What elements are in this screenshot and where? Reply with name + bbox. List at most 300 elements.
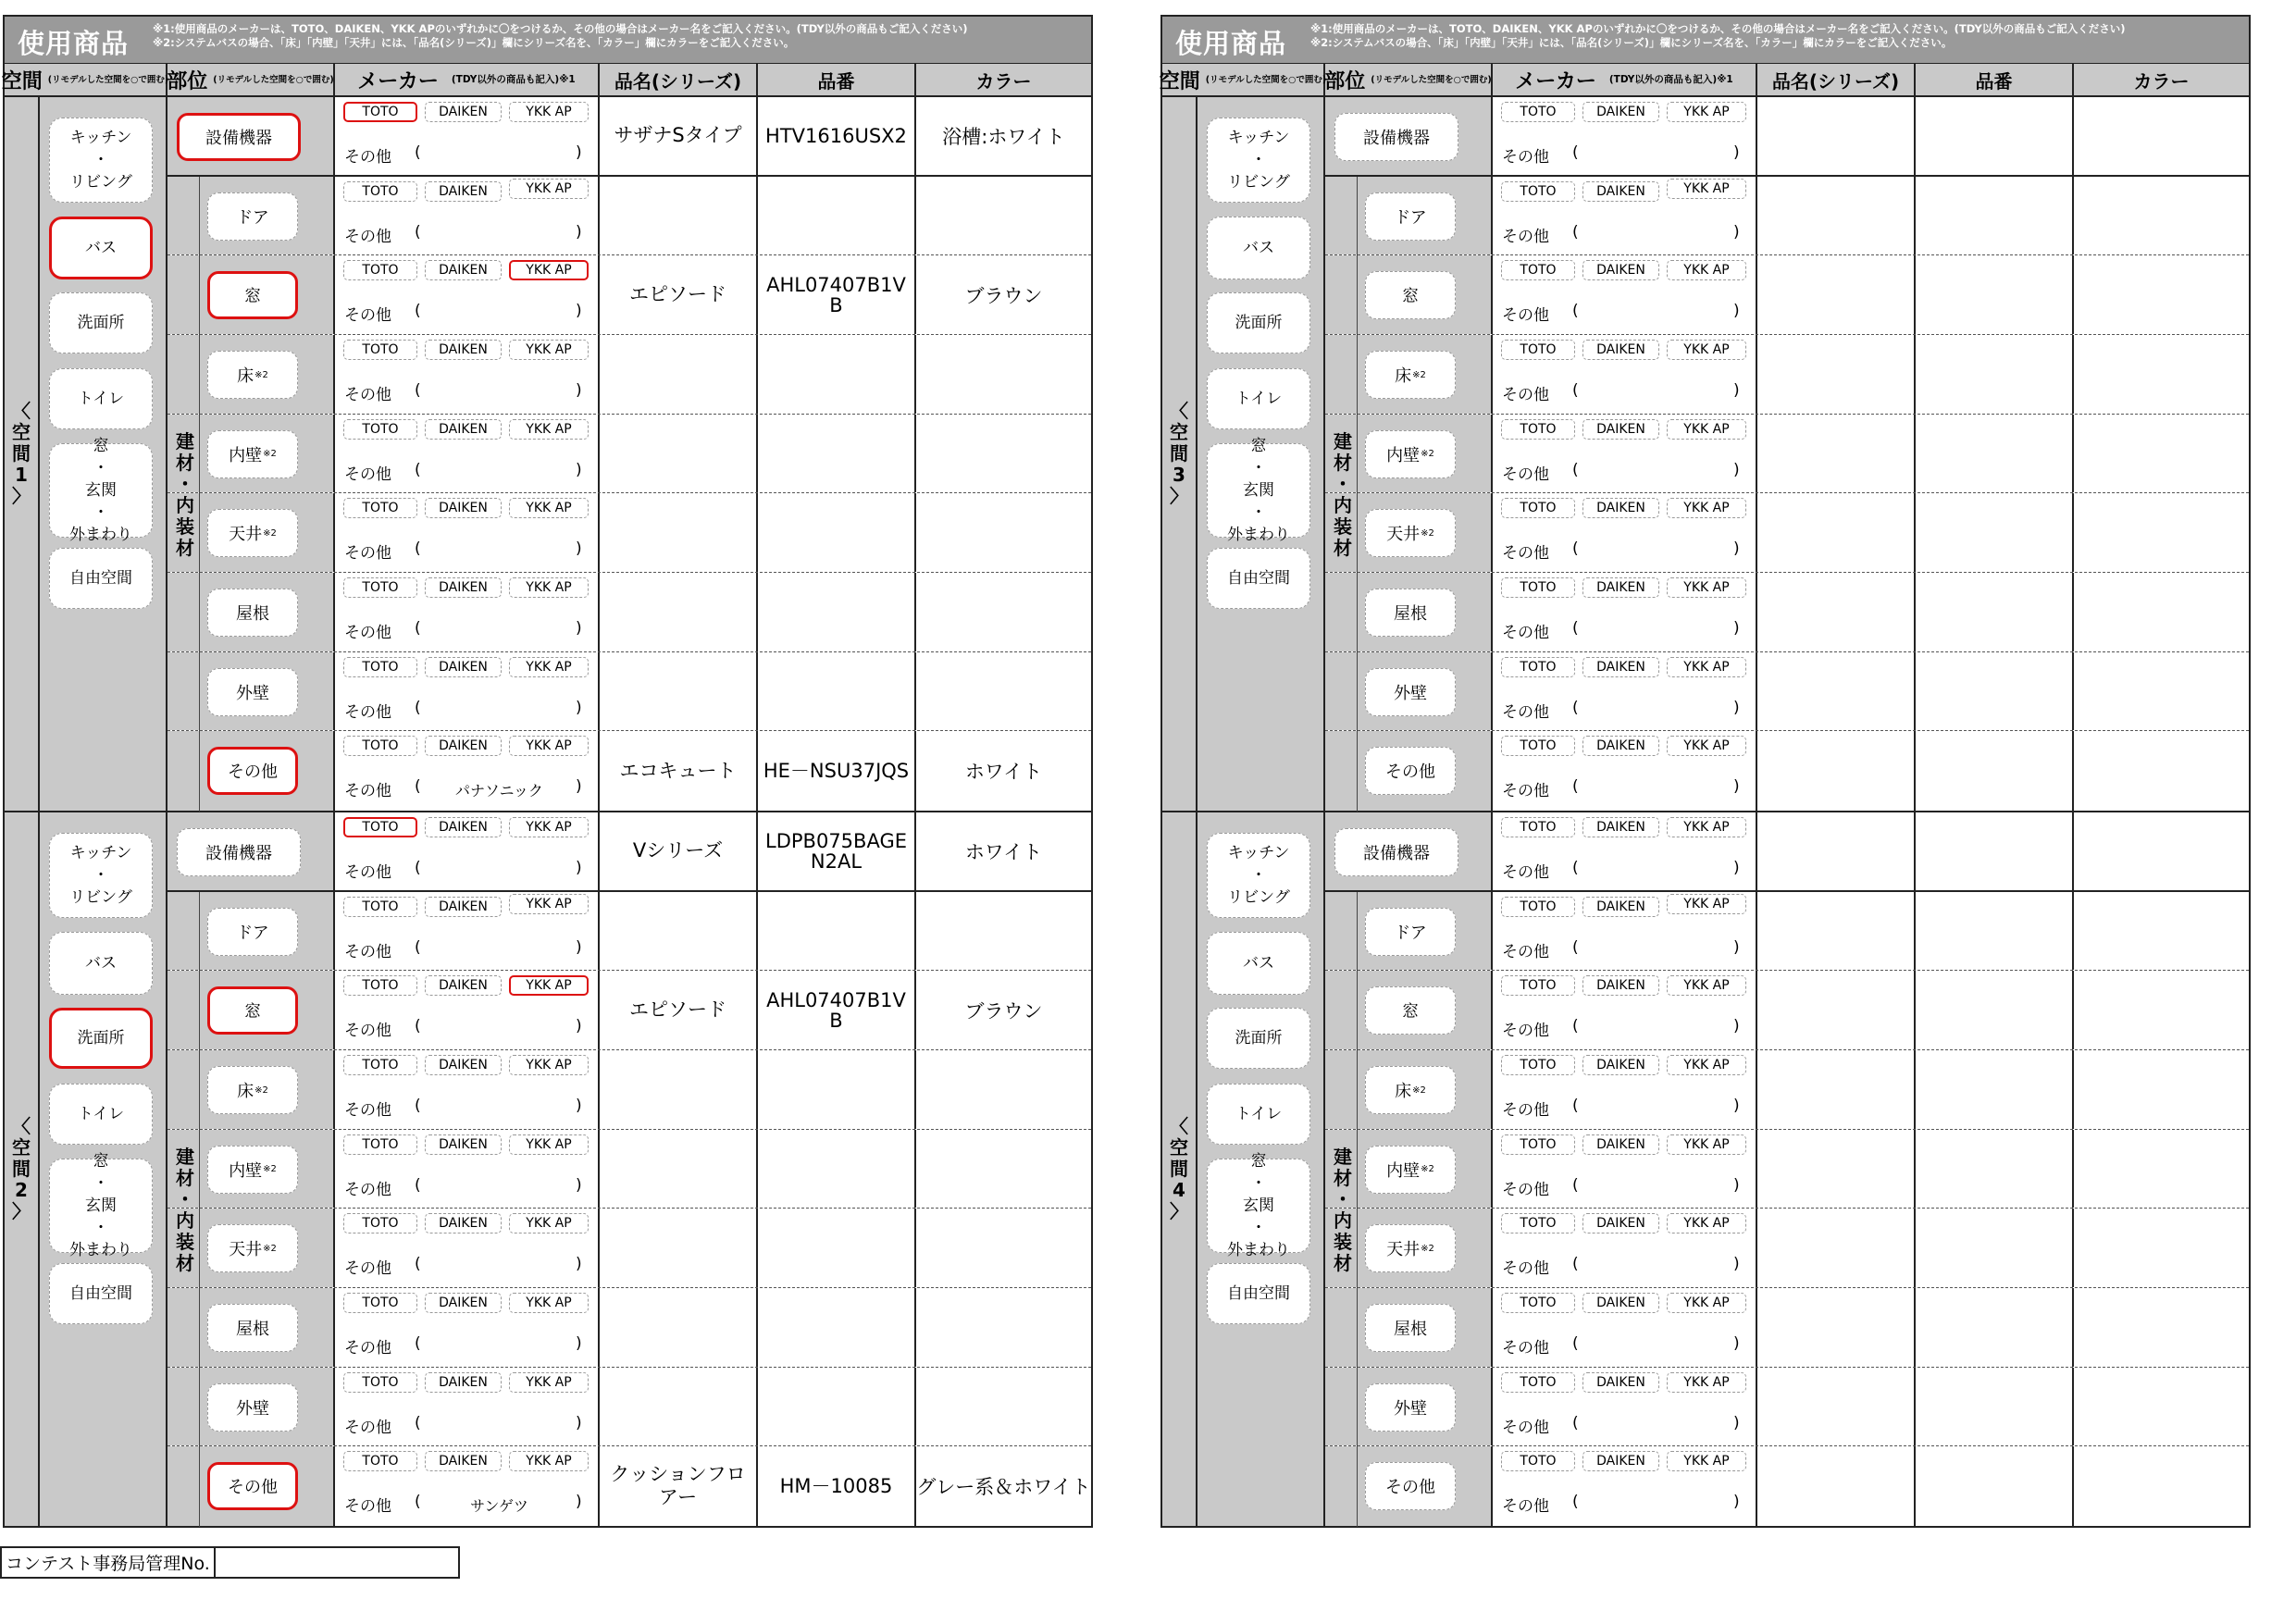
part-option[interactable] [207, 1224, 298, 1272]
maker-option-daiken[interactable]: DAIKEN [1582, 657, 1659, 677]
product-name-cell[interactable]: クッションフロアー [600, 1446, 758, 1526]
table-row [1325, 731, 2249, 811]
maker-option-daiken[interactable]: DAIKEN [1582, 1055, 1659, 1075]
maker-option-daiken[interactable]: DAIKEN [425, 817, 502, 837]
maker-option-toto[interactable]: TOTO [1501, 736, 1575, 756]
part-option[interactable] [1365, 271, 1456, 319]
maker-option-ykk[interactable]: YKK AP [509, 1134, 589, 1155]
maker-option-toto[interactable]: TOTO [1501, 897, 1575, 917]
color-cell[interactable] [2074, 892, 2249, 971]
part-number-cell[interactable] [758, 493, 916, 572]
maker-option-toto[interactable]: TOTO [343, 1293, 417, 1313]
part-option[interactable] [207, 430, 298, 478]
maker-option-ykk[interactable]: YKK AP [509, 419, 589, 440]
maker-option-daiken[interactable]: DAIKEN [425, 1451, 502, 1471]
color-cell[interactable] [2074, 573, 2249, 651]
part-cell [168, 652, 335, 731]
maker-other-label: その他 [344, 227, 391, 246]
part-option[interactable] [1365, 351, 1456, 399]
maker-option-daiken[interactable]: DAIKEN [425, 1372, 502, 1393]
color-cell[interactable] [2074, 1050, 2249, 1129]
maker-option-daiken[interactable]: DAIKEN [425, 577, 502, 598]
product-name-cell[interactable] [1757, 335, 1916, 414]
maker-option-ykk[interactable]: YKK AP [509, 179, 589, 199]
color-cell[interactable]: グレー系＆ホワイト [916, 1476, 1091, 1499]
maker-option-daiken[interactable]: DAIKEN [1582, 897, 1659, 917]
maker-option-toto[interactable]: TOTO [343, 498, 417, 518]
color-cell[interactable] [916, 652, 1091, 731]
part-number-cell[interactable] [758, 1050, 916, 1129]
header-maker-label: メーカー [357, 69, 439, 93]
part-option[interactable] [207, 908, 298, 956]
maker-option-ykk[interactable]: YKK AP [509, 577, 589, 598]
maker-option-ykk[interactable]: YKK AP [509, 1213, 589, 1233]
maker-option-toto[interactable]: TOTO [343, 577, 417, 598]
part-number-cell[interactable] [1916, 1209, 2074, 1287]
room-option[interactable]: バス [1207, 932, 1310, 995]
part-number-cell[interactable] [758, 652, 916, 731]
part-option[interactable] [1365, 430, 1456, 478]
part-number-cell[interactable] [758, 1368, 916, 1446]
table-row [168, 971, 1091, 1050]
color-cell[interactable] [2074, 731, 2249, 811]
header-maker [335, 64, 600, 95]
maker-option-daiken[interactable]: DAIKEN [1582, 736, 1659, 756]
maker-option-ykk[interactable]: YKK AP [1667, 1293, 1746, 1313]
room-option[interactable]: 窓 ・ 玄関 ・ 外まわり [49, 443, 153, 538]
room-option[interactable]: トイレ [1207, 1084, 1310, 1145]
color-cell[interactable]: ホワイト [964, 840, 1043, 863]
product-name-cell[interactable] [1757, 97, 1916, 175]
product-name-cell[interactable] [1757, 1288, 1916, 1367]
product-name-cell[interactable]: Vシリーズ [600, 812, 758, 890]
part-number-cell[interactable] [1916, 971, 2074, 1049]
part-number-cell[interactable] [1916, 892, 2074, 971]
product-name-cell[interactable]: サザナSタイプ [600, 97, 758, 175]
maker-option-ykk[interactable]: YKK AP [1667, 657, 1746, 677]
part-option[interactable] [1365, 1146, 1456, 1194]
part-number-cell[interactable] [1916, 652, 2074, 731]
maker-other-label: その他 [344, 863, 391, 882]
color-cell[interactable] [916, 1209, 1091, 1287]
maker-option-toto[interactable]: TOTO [343, 817, 417, 837]
maker-option-daiken[interactable]: DAIKEN [1582, 260, 1659, 280]
room-option[interactable]: 自由空間 [49, 1263, 153, 1324]
room-option[interactable]: トイレ [1207, 368, 1310, 429]
part-option[interactable] [1365, 668, 1456, 716]
product-name-cell[interactable] [600, 1368, 758, 1446]
part-number-cell[interactable] [758, 1130, 916, 1209]
maker-option-ykk[interactable]: YKK AP [1667, 736, 1746, 756]
room-option[interactable]: バス [1207, 217, 1310, 279]
part-number-cell[interactable] [758, 1288, 916, 1367]
product-name-cell[interactable] [1757, 1050, 1916, 1129]
maker-option-ykk[interactable]: YKK AP [1667, 975, 1746, 996]
maker-option-ykk[interactable]: YKK AP [1667, 817, 1746, 837]
color-cell[interactable] [916, 892, 1091, 971]
maker-option-toto[interactable]: TOTO [1501, 1055, 1575, 1075]
notes [153, 22, 968, 50]
maker-option-toto[interactable]: TOTO [1501, 1372, 1575, 1393]
part-option[interactable] [1365, 1304, 1456, 1352]
product-name-cell[interactable]: エコキュート [600, 731, 758, 811]
color-cell[interactable] [2074, 1209, 2249, 1287]
maker-option-daiken[interactable]: DAIKEN [1582, 1213, 1659, 1233]
room-option[interactable]: キッチン ・ リビング [1207, 118, 1310, 203]
product-name-cell[interactable] [600, 652, 758, 731]
color-cell[interactable] [916, 1050, 1091, 1129]
maker-option-ykk[interactable]: YKK AP [1667, 340, 1746, 360]
maker-option-ykk[interactable]: YKK AP [509, 260, 589, 280]
product-name-cell[interactable] [600, 1288, 758, 1367]
subgroup-divider [1357, 892, 1358, 972]
space-label: 〈 空 間 1 〉 [12, 400, 31, 507]
maker-option-daiken[interactable]: DAIKEN [1582, 498, 1659, 518]
part-option[interactable] [207, 192, 298, 241]
maker-option-ykk[interactable]: YKK AP [1667, 260, 1746, 280]
maker-option-toto[interactable]: TOTO [343, 975, 417, 996]
color-cell[interactable] [916, 1130, 1091, 1209]
paren-close: ) [576, 1175, 582, 1195]
maker-option-daiken[interactable]: DAIKEN [425, 1213, 502, 1233]
maker-option-ykk[interactable]: YKK AP [1667, 577, 1746, 598]
product-name-cell[interactable] [1757, 1130, 1916, 1209]
maker-option-ykk[interactable]: YKK AP [509, 102, 589, 122]
part-number-cell[interactable]: AHL07407B1VB [758, 255, 916, 334]
color-cell[interactable] [916, 1368, 1091, 1446]
part-option[interactable] [207, 747, 298, 795]
part-cell [1325, 1288, 1493, 1367]
product-name-cell[interactable] [1757, 1368, 1916, 1446]
maker-option-daiken[interactable]: DAIKEN [425, 498, 502, 518]
maker-option-ykk[interactable]: YKK AP [1667, 1372, 1746, 1393]
color-cell[interactable]: ブラウン [964, 999, 1043, 1023]
room-option[interactable]: 洗面所 [1207, 1008, 1310, 1069]
part-number-cell[interactable] [758, 1209, 916, 1287]
room-option[interactable]: 窓 ・ 玄関 ・ 外まわり [1207, 1159, 1310, 1253]
maker-option-ykk[interactable]: YKK AP [1667, 419, 1746, 440]
maker-option-daiken[interactable]: DAIKEN [425, 102, 502, 122]
header-space-note: (リモデルした空間を○で囲む) [47, 74, 169, 85]
part-option[interactable] [207, 351, 298, 399]
part-option[interactable] [1365, 1066, 1456, 1114]
part-number-cell[interactable] [1916, 1288, 2074, 1367]
part-option[interactable] [1365, 747, 1456, 795]
maker-option-daiken[interactable]: DAIKEN [1582, 340, 1659, 360]
part-option[interactable] [1334, 828, 1458, 876]
color-cell[interactable] [916, 335, 1091, 414]
maker-option-daiken[interactable]: DAIKEN [1582, 419, 1659, 440]
maker-option-daiken[interactable]: DAIKEN [1582, 975, 1659, 996]
part-number-cell[interactable] [1916, 415, 2074, 493]
part-number-cell[interactable] [758, 892, 916, 971]
product-name-cell[interactable] [1757, 255, 1916, 334]
part-number-cell[interactable] [1916, 1130, 2074, 1209]
color-cell[interactable] [2074, 415, 2249, 493]
part-number-cell[interactable] [758, 415, 916, 493]
maker-option-toto[interactable]: TOTO [1501, 419, 1575, 440]
maker-option-ykk[interactable]: YKK AP [509, 498, 589, 518]
maker-option-toto[interactable]: TOTO [343, 897, 417, 917]
color-cell[interactable] [916, 1288, 1091, 1367]
maker-option-toto[interactable]: TOTO [343, 340, 417, 360]
maker-option-toto[interactable]: TOTO [1501, 577, 1575, 598]
part-number-cell[interactable] [1916, 1368, 2074, 1446]
product-name-cell[interactable] [1757, 971, 1916, 1049]
maker-option-daiken[interactable]: DAIKEN [425, 260, 502, 280]
product-name-cell[interactable] [1757, 573, 1916, 651]
maker-other-label: その他 [1502, 1259, 1549, 1279]
maker-option-toto[interactable]: TOTO [343, 657, 417, 677]
maker-option-daiken[interactable]: DAIKEN [1582, 1134, 1659, 1155]
room-option[interactable]: 窓 ・ 玄関 ・ 外まわり [1207, 443, 1310, 538]
product-name-cell[interactable] [1757, 731, 1916, 811]
maker-option-daiken[interactable]: DAIKEN [1582, 817, 1659, 837]
maker-option-ykk[interactable]: YKK AP [1667, 1213, 1746, 1233]
product-name-cell[interactable] [1757, 892, 1916, 971]
maker-option-daiken[interactable]: DAIKEN [1582, 1293, 1659, 1313]
product-name-cell[interactable] [1757, 415, 1916, 493]
color-cell[interactable] [2074, 1368, 2249, 1446]
maker-option-daiken[interactable]: DAIKEN [1582, 1372, 1659, 1393]
part-option[interactable] [1365, 589, 1456, 637]
maker-cell [1493, 255, 1757, 334]
room-option[interactable]: 窓 ・ 玄関 ・ 外まわり [49, 1159, 153, 1253]
part-option[interactable] [1365, 192, 1456, 241]
part-option[interactable] [1365, 1224, 1456, 1272]
maker-option-daiken[interactable]: DAIKEN [425, 975, 502, 996]
part-number-cell[interactable] [1916, 731, 2074, 811]
part-option[interactable] [177, 113, 301, 161]
color-cell[interactable] [916, 493, 1091, 572]
maker-option-toto[interactable]: TOTO [1501, 657, 1575, 677]
part-option[interactable] [207, 271, 298, 319]
maker-option-ykk[interactable]: YKK AP [1667, 1451, 1746, 1471]
maker-option-daiken[interactable]: DAIKEN [425, 657, 502, 677]
product-name-cell[interactable]: エピソード [600, 255, 758, 334]
maker-option-ykk[interactable]: YKK AP [1667, 498, 1746, 518]
maker-option-ykk[interactable]: YKK AP [509, 1372, 589, 1393]
maker-option-ykk[interactable]: YKK AP [1667, 1055, 1746, 1075]
header-maker-note [452, 75, 576, 85]
maker-option-toto[interactable]: TOTO [1501, 181, 1575, 202]
part-number-cell[interactable]: AHL07407B1VB [758, 971, 916, 1049]
maker-option-toto[interactable]: TOTO [343, 736, 417, 756]
product-name-cell[interactable] [600, 415, 758, 493]
subgroup-divider [1357, 255, 1358, 335]
maker-option-toto[interactable]: TOTO [343, 181, 417, 202]
product-name-cell[interactable] [600, 177, 758, 255]
color-cell[interactable] [2074, 335, 2249, 414]
room-option[interactable]: キッチン ・ リビング [1207, 833, 1310, 918]
maker-option-daiken[interactable]: DAIKEN [425, 181, 502, 202]
product-name-cell[interactable] [1757, 652, 1916, 731]
maker-option-toto[interactable]: TOTO [343, 1213, 417, 1233]
product-name-cell[interactable] [600, 1050, 758, 1129]
part-number-cell[interactable]: HTV1616USX2 [758, 97, 916, 175]
part-option[interactable] [207, 589, 298, 637]
part-option[interactable] [1365, 509, 1456, 557]
maker-option-daiken[interactable]: DAIKEN [425, 1293, 502, 1313]
maker-option-toto[interactable]: TOTO [343, 1134, 417, 1155]
part-number-cell[interactable] [1916, 1446, 2074, 1526]
color-cell[interactable] [2074, 177, 2249, 255]
part-number-cell[interactable] [1916, 493, 2074, 572]
maker-option-toto[interactable]: TOTO [343, 1451, 417, 1471]
maker-option-daiken[interactable]: DAIKEN [1582, 181, 1659, 202]
room-option[interactable]: トイレ [49, 368, 153, 429]
color-cell[interactable] [916, 573, 1091, 651]
color-cell[interactable] [916, 415, 1091, 493]
maker-option-ykk[interactable]: YKK AP [1667, 102, 1746, 122]
maker-option-ykk[interactable]: YKK AP [509, 894, 589, 914]
maker-option-toto[interactable]: TOTO [343, 1055, 417, 1075]
part-option[interactable] [207, 986, 298, 1035]
room-option[interactable]: 自由空間 [1207, 548, 1310, 609]
part-option[interactable] [207, 1383, 298, 1432]
maker-option-daiken[interactable]: DAIKEN [425, 419, 502, 440]
maker-option-daiken[interactable]: DAIKEN [425, 1134, 502, 1155]
maker-option-toto[interactable]: TOTO [1501, 817, 1575, 837]
room-option[interactable]: 洗面所 [1207, 292, 1310, 353]
maker-option-toto[interactable]: TOTO [1501, 102, 1575, 122]
maker-option-ykk[interactable]: YKK AP [509, 340, 589, 360]
part-option[interactable] [1334, 113, 1458, 161]
room-option[interactable]: トイレ [49, 1084, 153, 1145]
product-name-cell[interactable] [1757, 177, 1916, 255]
maker-option-toto[interactable]: TOTO [343, 419, 417, 440]
maker-option-daiken[interactable]: DAIKEN [1582, 1451, 1659, 1471]
part-option[interactable] [1365, 908, 1456, 956]
color-cell[interactable]: ブラウン [964, 284, 1043, 307]
maker-option-ykk[interactable]: YKK AP [1667, 1134, 1746, 1155]
maker-cell [1493, 1050, 1757, 1129]
maker-option-ykk[interactable]: YKK AP [1667, 179, 1746, 199]
maker-option-toto[interactable]: TOTO [1501, 498, 1575, 518]
product-name-cell[interactable] [600, 335, 758, 414]
product-name-cell[interactable] [1757, 493, 1916, 572]
product-name-cell[interactable] [1757, 1209, 1916, 1287]
part-option[interactable] [207, 1146, 298, 1194]
maker-option-toto[interactable]: TOTO [343, 102, 417, 122]
part-number-cell[interactable] [1916, 177, 2074, 255]
room-option[interactable]: 洗面所 [49, 1008, 153, 1069]
product-name-cell[interactable] [600, 892, 758, 971]
table-row [168, 812, 1091, 892]
product-name-cell[interactable] [600, 493, 758, 572]
color-cell[interactable] [2074, 1446, 2249, 1526]
color-cell[interactable] [2074, 97, 2249, 175]
room-option[interactable]: 自由空間 [1207, 1263, 1310, 1324]
product-name-cell[interactable] [1757, 812, 1916, 890]
product-name-cell[interactable] [600, 1130, 758, 1209]
room-option[interactable]: 自由空間 [49, 548, 153, 609]
part-number-cell[interactable]: HM－10085 [758, 1446, 916, 1526]
color-cell[interactable] [2074, 255, 2249, 334]
maker-option-toto[interactable]: TOTO [1501, 340, 1575, 360]
part-number-cell[interactable] [1916, 97, 2074, 175]
maker-option-ykk[interactable]: YKK AP [509, 1055, 589, 1075]
part-number-cell[interactable] [758, 335, 916, 414]
maker-cell [335, 1209, 600, 1287]
maker-option-ykk[interactable]: YKK AP [509, 1451, 589, 1471]
maker-option-toto[interactable]: TOTO [1501, 1293, 1575, 1313]
part-option[interactable] [207, 1304, 298, 1352]
room-option[interactable]: バス [49, 217, 153, 279]
color-cell[interactable]: ホワイト [964, 761, 1043, 784]
color-cell[interactable] [2074, 1130, 2249, 1209]
part-option[interactable] [207, 668, 298, 716]
maker-cell [335, 97, 600, 175]
maker-option-ykk[interactable]: YKK AP [509, 975, 589, 996]
color-cell[interactable]: 浴槽:ホワイト [942, 125, 1065, 148]
maker-option-toto[interactable]: TOTO [1501, 260, 1575, 280]
maker-option-ykk[interactable]: YKK AP [1667, 894, 1746, 914]
maker-option-toto[interactable]: TOTO [1501, 1213, 1575, 1233]
part-number-cell[interactable]: LDPB075BAGEN2AL [758, 812, 916, 890]
color-cell[interactable] [2074, 1288, 2249, 1367]
part-option[interactable] [1365, 986, 1456, 1035]
product-name-cell[interactable] [600, 573, 758, 651]
part-option[interactable] [207, 1462, 298, 1510]
part-number-cell[interactable] [1916, 1050, 2074, 1129]
maker-option-daiken[interactable]: DAIKEN [1582, 577, 1659, 598]
color-cell[interactable] [2074, 812, 2249, 890]
room-option[interactable]: キッチン ・ リビング [49, 118, 153, 203]
part-number-cell[interactable] [1916, 573, 2074, 651]
maker-option-toto[interactable]: TOTO [1501, 975, 1575, 996]
part-option[interactable] [1365, 1383, 1456, 1432]
maker-option-daiken[interactable]: DAIKEN [425, 1055, 502, 1075]
maker-other-value[interactable]: サンゲツ [470, 1497, 528, 1516]
product-name-cell[interactable]: エピソード [600, 971, 758, 1049]
maker-option-toto[interactable]: TOTO [343, 1372, 417, 1393]
part-option[interactable] [1365, 1462, 1456, 1510]
maker-option-toto[interactable]: TOTO [1501, 1451, 1575, 1471]
part-number-cell[interactable]: HE－NSU37JQS [758, 731, 916, 811]
part-number-cell[interactable] [758, 177, 916, 255]
maker-option-toto[interactable]: TOTO [1501, 1134, 1575, 1155]
maker-option-toto[interactable]: TOTO [343, 260, 417, 280]
maker-option-ykk[interactable]: YKK AP [509, 736, 589, 756]
maker-option-ykk[interactable]: YKK AP [509, 817, 589, 837]
maker-option-daiken[interactable]: DAIKEN [425, 340, 502, 360]
color-cell[interactable] [916, 177, 1091, 255]
part-number-cell[interactable] [1916, 255, 2074, 334]
part-option[interactable] [177, 828, 301, 876]
part-number-cell[interactable] [1916, 335, 2074, 414]
room-option[interactable]: キッチン ・ リビング [49, 833, 153, 918]
part-option[interactable] [207, 1066, 298, 1114]
maker-option-daiken[interactable]: DAIKEN [425, 897, 502, 917]
maker-option-ykk[interactable]: YKK AP [509, 657, 589, 677]
maker-other-value[interactable]: パナソニック [455, 782, 543, 800]
part-number-cell[interactable] [758, 573, 916, 651]
maker-option-ykk[interactable]: YKK AP [509, 1293, 589, 1313]
color-cell[interactable] [2074, 493, 2249, 572]
room-option[interactable]: バス [49, 932, 153, 995]
product-name-cell[interactable] [600, 1209, 758, 1287]
color-cell[interactable] [2074, 971, 2249, 1049]
maker-option-daiken[interactable]: DAIKEN [425, 736, 502, 756]
color-cell[interactable] [2074, 652, 2249, 731]
product-name-cell[interactable] [1757, 1446, 1916, 1526]
part-number-cell[interactable] [1916, 812, 2074, 890]
room-option[interactable]: 洗面所 [49, 292, 153, 353]
part-option[interactable] [207, 509, 298, 557]
part-label: 設備機器 [1363, 844, 1430, 863]
maker-option-daiken[interactable]: DAIKEN [1582, 102, 1659, 122]
